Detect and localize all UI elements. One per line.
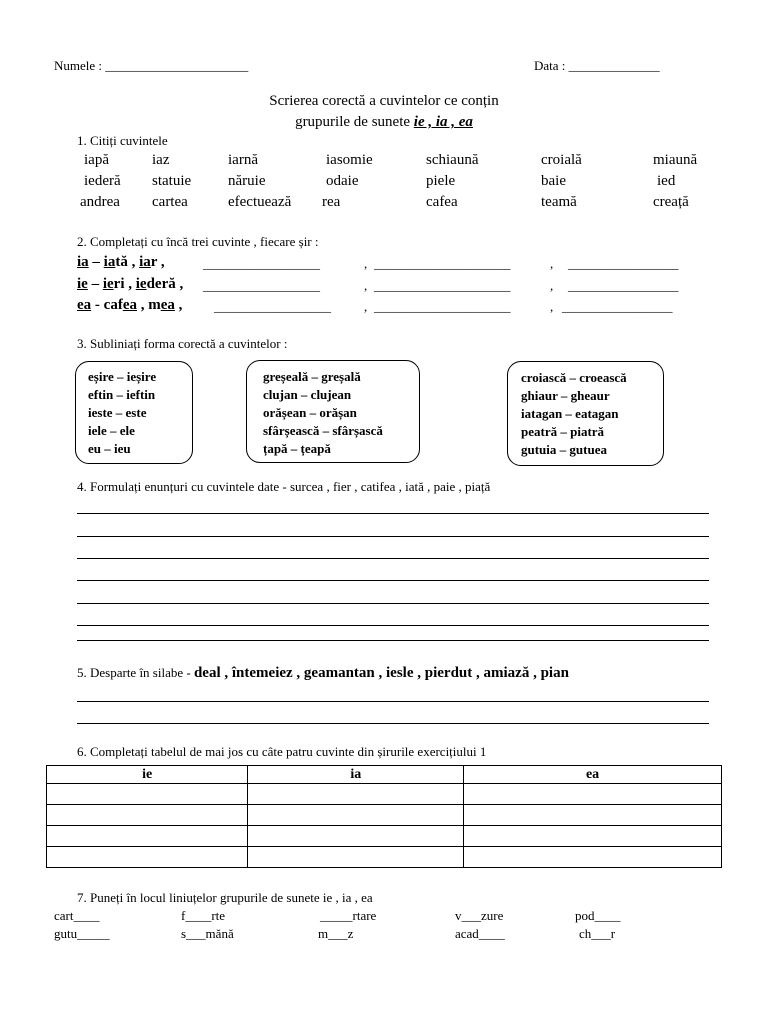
fill-word[interactable]: s___mănă	[181, 926, 234, 941]
ex6-table	[46, 765, 722, 868]
date-field[interactable]: ______________	[568, 58, 660, 73]
table-header-ea: ea	[464, 766, 722, 784]
word-pair[interactable]: ghiaur – gheaur	[521, 388, 610, 403]
word-item: schiaună	[426, 152, 479, 168]
word-item: năruie	[228, 173, 266, 189]
fill-word[interactable]: ch___r	[579, 926, 616, 941]
sound-group: ie	[135, 276, 147, 292]
writing-line[interactable]	[77, 558, 709, 559]
sound-group: ia	[139, 254, 151, 270]
fill-word[interactable]: _____rtare	[320, 908, 377, 923]
word-pair[interactable]: orășean – orășan	[263, 405, 357, 420]
word-item: croială	[541, 152, 582, 168]
word-pair[interactable]: iele – ele	[88, 423, 135, 438]
comma: ,	[364, 278, 368, 293]
writing-line[interactable]	[77, 580, 709, 581]
comma: ,	[364, 256, 368, 271]
fill-word[interactable]: gutu_____	[54, 926, 110, 941]
page-title: Scrierea corectă a cuvintelor ce conțin	[269, 93, 499, 109]
table-row	[47, 805, 722, 826]
ex2-instruction: 2. Completați cu încă trei cuvinte , fiecare șir :	[77, 234, 319, 249]
sound-group: ea	[122, 297, 137, 313]
word-item: baie	[541, 173, 566, 189]
word-item: cartea	[152, 194, 188, 210]
table-cell[interactable]	[47, 847, 248, 868]
word-item: rea	[322, 194, 341, 210]
ex3-instruction: 3. Subliniați forma corectă a cuvintelor :	[77, 336, 288, 351]
word-pair[interactable]: eu – ieu	[88, 441, 131, 456]
answer-blank[interactable]: _____________________	[374, 278, 511, 293]
table-cell[interactable]	[464, 826, 722, 847]
word-item: ied	[657, 173, 676, 189]
word-item: iarnă	[228, 152, 258, 168]
answer-blank[interactable]: _________________	[562, 299, 673, 314]
word-pair[interactable]: clujan – clujean	[263, 387, 352, 402]
name-label: Numele : ______________________	[54, 58, 249, 73]
sound-group: ea	[160, 297, 175, 313]
comma: ,	[550, 256, 554, 271]
word-item: piele	[426, 173, 456, 189]
writing-line[interactable]	[77, 640, 709, 641]
word-pair[interactable]: croiască – croească	[521, 370, 627, 385]
sound-group: ie	[102, 276, 114, 292]
name-field[interactable]: ______________________	[105, 58, 249, 73]
table-cell[interactable]	[248, 826, 464, 847]
word-pair[interactable]: peatră – piatră	[521, 424, 605, 439]
word-pair[interactable]: gutuia – gutuea	[521, 442, 607, 457]
word-pair[interactable]: eftin – ieftin	[88, 387, 156, 402]
word-item: iederă	[84, 173, 121, 189]
ex2-row: ea - cafea , mea ,	[77, 297, 183, 313]
ex4-instruction: 4. Formulați enunțuri cu cuvintele date - surcea , fier , catifea , iată , paie , piață	[77, 479, 491, 494]
ex2-row: ie – ieri , iederă ,	[77, 276, 184, 292]
ex5-words: deal , întemeiez , geamantan , iesle , pierdut , amiază , pian	[193, 665, 569, 681]
table-cell[interactable]	[464, 847, 722, 868]
word-item: efectuează	[228, 194, 292, 210]
word-item: iapă	[84, 152, 109, 168]
table-row	[47, 784, 722, 805]
writing-line[interactable]	[77, 513, 709, 514]
answer-blank[interactable]: __________________	[203, 256, 320, 271]
fill-word[interactable]: v___zure	[455, 908, 504, 923]
ex3-box-1	[75, 361, 193, 464]
word-pair[interactable]: iatagan – eatagan	[521, 406, 619, 421]
ex5-instruction: 5. Desparte în silabe - deal , întemeiez , geamantan , iesle , pierdut , amiază , pian	[77, 665, 569, 681]
sound-group: ia	[103, 254, 116, 270]
word-item: miaună	[653, 152, 698, 168]
page-subtitle: grupurile de sunete ie , ia , ea	[295, 114, 473, 130]
date-label: Data : ______________	[534, 58, 660, 73]
word-item: iasomie	[326, 152, 373, 168]
ex3-box-3	[507, 361, 664, 466]
ex6-instruction: 6. Completați tabelul de mai jos cu câte patru cuvinte din șirurile exercițiului 1	[77, 744, 487, 759]
word-pair[interactable]: sfârșească – sfârșască	[263, 423, 383, 438]
table-header-ie: ie	[47, 766, 248, 784]
writing-line[interactable]	[77, 603, 709, 604]
fill-word[interactable]: pod____	[575, 908, 621, 923]
comma: ,	[550, 299, 554, 314]
sound-group: ia	[77, 254, 89, 270]
fill-word[interactable]: cart____	[54, 908, 100, 923]
ex2-row: ia – iată , iar ,	[77, 254, 165, 270]
writing-line[interactable]	[77, 723, 709, 724]
ex3-box-2	[246, 360, 420, 463]
word-item: iaz	[152, 152, 170, 168]
answer-blank[interactable]: _____________________	[374, 299, 511, 314]
table-header-ia: ia	[248, 766, 464, 784]
ex7-instruction: 7. Puneți în locul liniuțelor grupurile de sunete ie , ia , ea	[77, 890, 373, 905]
answer-blank[interactable]: __________________	[214, 299, 331, 314]
word-item: cafea	[426, 194, 458, 210]
fill-word[interactable]: acad____	[455, 926, 505, 941]
answer-blank[interactable]: _________________	[568, 278, 679, 293]
word-item: creață	[653, 194, 689, 210]
table-cell[interactable]	[464, 805, 722, 826]
comma: ,	[364, 299, 368, 314]
sound-group: ea	[77, 297, 92, 313]
writing-line[interactable]	[77, 536, 709, 537]
word-pair[interactable]: eșire – ieșire	[88, 369, 157, 384]
fill-word[interactable]: m___z	[318, 926, 354, 941]
writing-line[interactable]	[77, 701, 709, 702]
answer-blank[interactable]: __________________	[203, 278, 320, 293]
table-cell[interactable]	[47, 826, 248, 847]
fill-word[interactable]: f____rte	[181, 908, 226, 923]
word-item: statuie	[152, 173, 192, 189]
word-pair[interactable]: țapă – țeapă	[263, 441, 331, 456]
table-cell[interactable]	[47, 805, 248, 826]
word-item: odaie	[326, 173, 359, 189]
word-item: teamă	[541, 194, 577, 210]
word-pair[interactable]: greșeală – greșală	[263, 369, 361, 384]
writing-line[interactable]	[77, 625, 709, 626]
table-row	[47, 826, 722, 847]
table-cell[interactable]	[248, 805, 464, 826]
table-cell[interactable]	[464, 784, 722, 805]
word-pair[interactable]: ieste – este	[88, 405, 147, 420]
comma: ,	[550, 278, 554, 293]
answer-blank[interactable]: _________________	[568, 256, 679, 271]
table-cell[interactable]	[248, 784, 464, 805]
sound-group: ie	[77, 276, 88, 292]
table-cell[interactable]	[248, 847, 464, 868]
word-item: andrea	[80, 194, 120, 210]
table-cell[interactable]	[47, 784, 248, 805]
table-row	[47, 847, 722, 868]
answer-blank[interactable]: _____________________	[374, 256, 511, 271]
ex1-instruction: 1. Citiți cuvintele	[77, 133, 168, 148]
